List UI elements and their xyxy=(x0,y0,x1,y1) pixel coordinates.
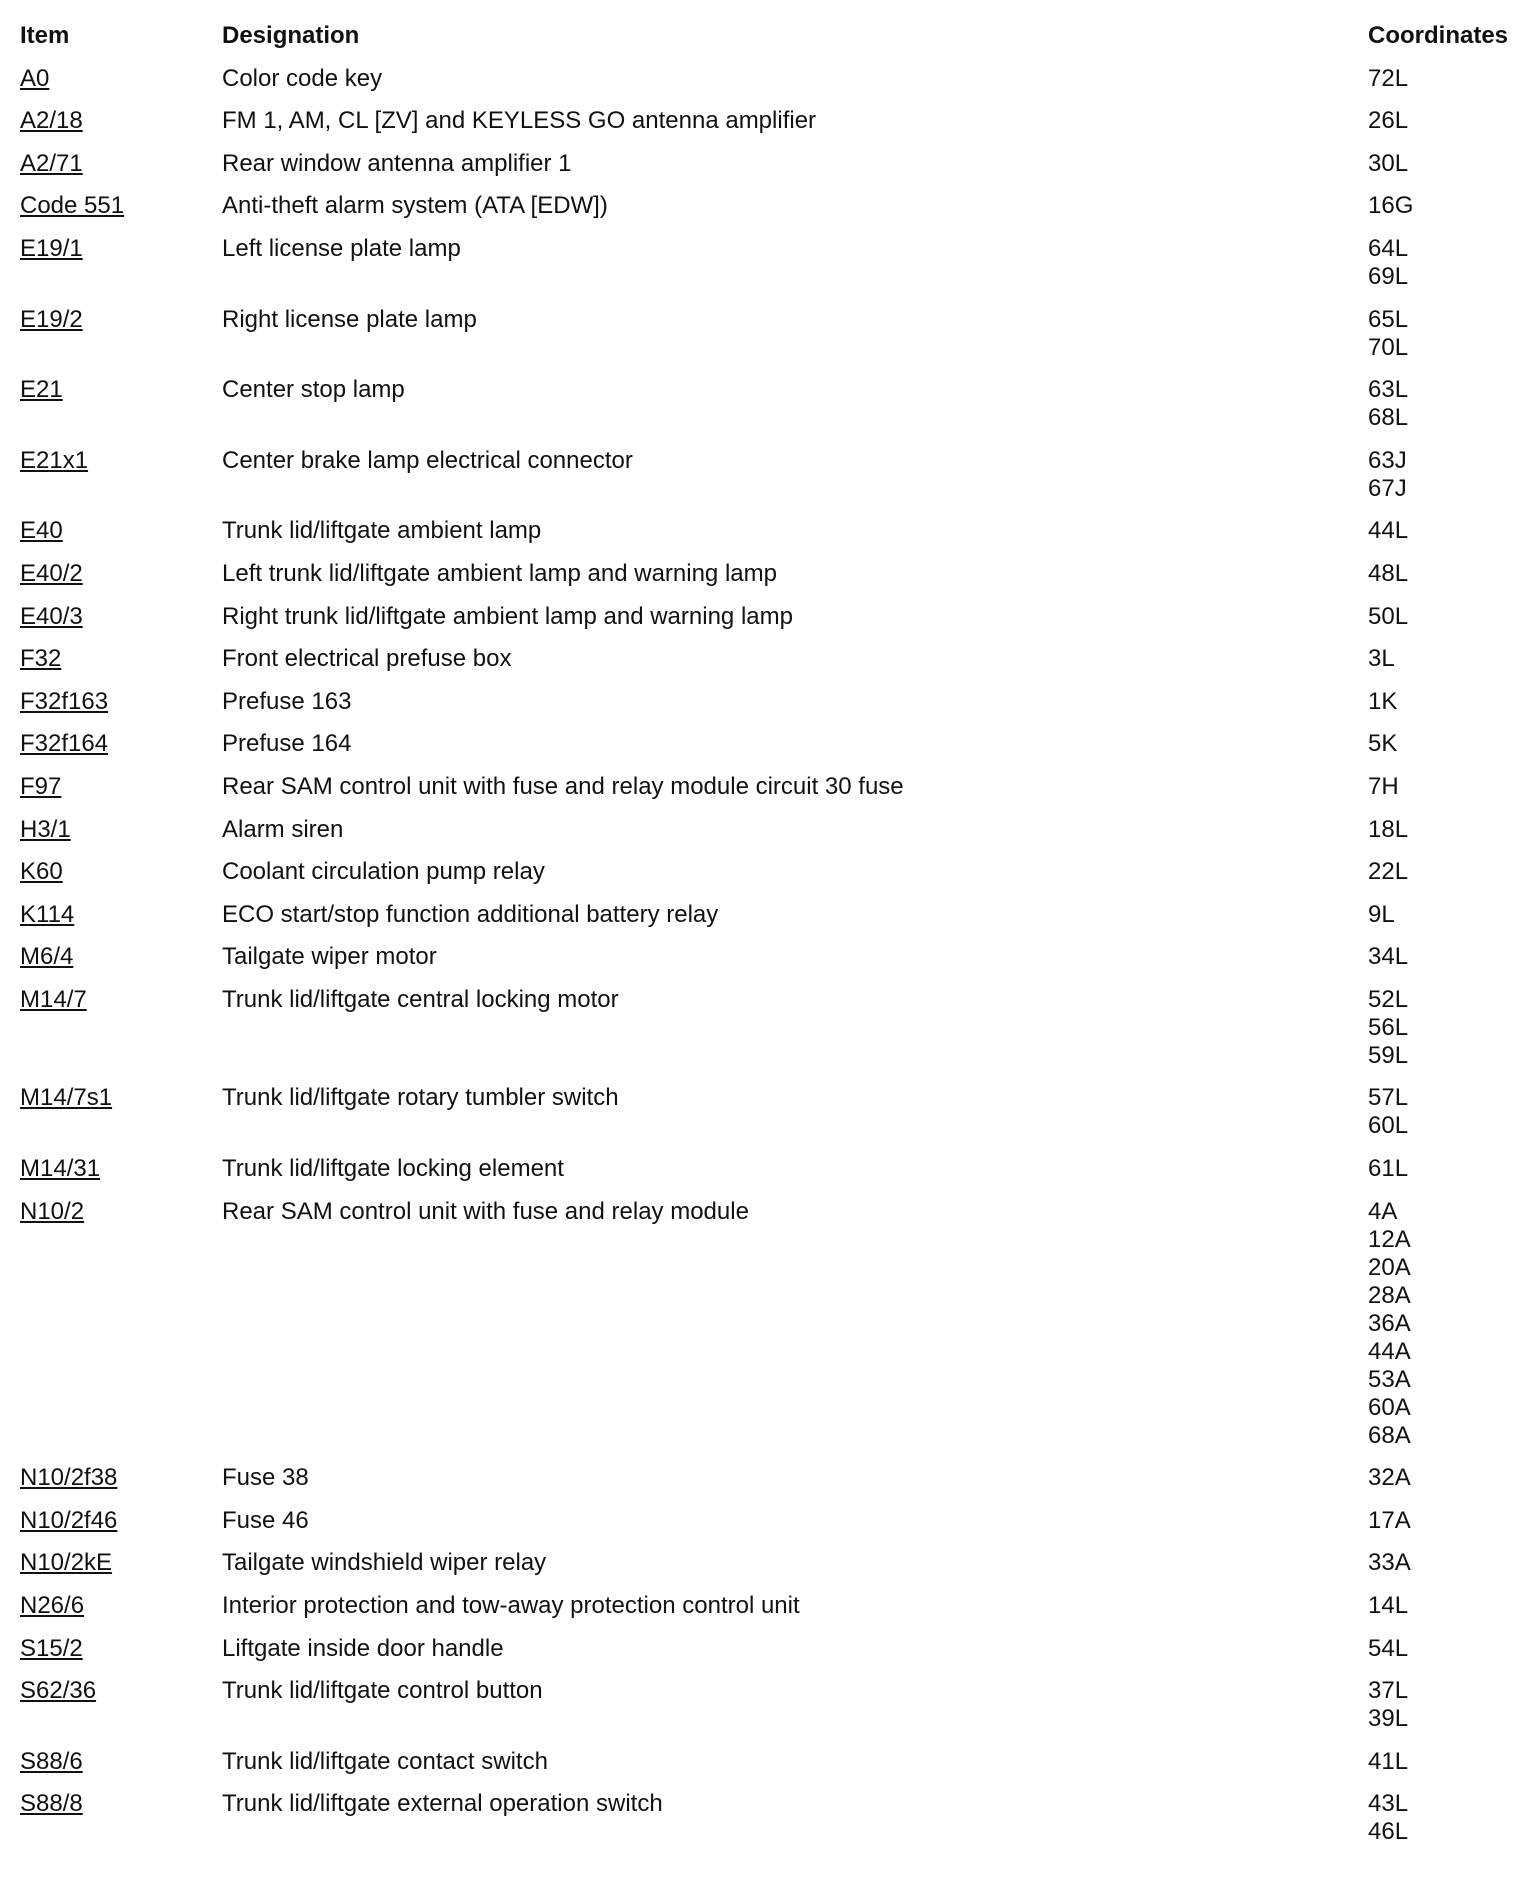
coordinate-value: 48L xyxy=(1368,559,1409,587)
coordinate-value: 72L xyxy=(1368,64,1409,92)
coordinate-value: 16G xyxy=(1368,192,1414,220)
coordinate-value: 30L xyxy=(1368,149,1409,177)
column-header-item: Item xyxy=(20,22,70,49)
item-cell xyxy=(20,1677,222,1705)
coordinate-value: 43L xyxy=(1368,1790,1409,1818)
coordinates-cell xyxy=(1368,603,1520,631)
table-row xyxy=(20,192,1520,220)
table-row xyxy=(20,560,1520,588)
table-row xyxy=(20,1084,1520,1140)
coordinates-cell xyxy=(1368,858,1520,886)
coordinates-cell xyxy=(1368,1635,1520,1663)
coordinate-value: 68A xyxy=(1368,1421,1411,1449)
item-cell xyxy=(20,150,222,178)
table-row xyxy=(20,235,1520,291)
designation-cell: Front electrical prefuse box xyxy=(222,645,512,673)
item-link[interactable]: F97 xyxy=(20,772,62,800)
designation-cell: Trunk lid/liftgate ambient lamp xyxy=(222,517,542,545)
coordinates-cell xyxy=(1368,645,1520,673)
table-row xyxy=(20,773,1520,801)
coordinate-value: 63J xyxy=(1368,446,1407,474)
designation-cell: Coolant circulation pump relay xyxy=(222,858,545,886)
coordinate-value: 44A xyxy=(1368,1337,1411,1365)
table-row xyxy=(20,645,1520,673)
coordinates-cell xyxy=(1368,986,1520,1070)
item-link[interactable]: E40/2 xyxy=(20,559,83,587)
designation-cell: FM 1, AM, CL [ZV] and KEYLESS GO antenna amplifier xyxy=(222,107,817,135)
coordinates-cell xyxy=(1368,376,1520,432)
item-link[interactable]: E19/2 xyxy=(20,305,83,333)
coordinate-value: 56L xyxy=(1368,1013,1409,1041)
item-cell xyxy=(20,986,222,1014)
item-cell xyxy=(20,1790,222,1818)
item-cell xyxy=(20,645,222,673)
coordinate-value: 41L xyxy=(1368,1747,1409,1775)
coordinate-value: 34L xyxy=(1368,943,1409,971)
coordinates-cell xyxy=(1368,1748,1520,1776)
table-row xyxy=(20,943,1520,971)
item-link[interactable]: M14/7s1 xyxy=(20,1084,113,1112)
table-row xyxy=(20,1635,1520,1663)
table-row xyxy=(20,65,1520,93)
item-link[interactable]: S62/36 xyxy=(20,1677,97,1705)
coordinates-cell xyxy=(1368,65,1520,93)
item-link[interactable]: M14/31 xyxy=(20,1155,101,1183)
item-cell xyxy=(20,235,222,263)
table-row xyxy=(20,901,1520,929)
coordinate-value: 36A xyxy=(1368,1309,1411,1337)
table-row xyxy=(20,517,1520,545)
coordinates-cell xyxy=(1368,447,1520,503)
designation-cell: Trunk lid/liftgate rotary tumbler switch xyxy=(222,1084,619,1112)
coordinates-cell xyxy=(1368,1155,1520,1183)
item-cell xyxy=(20,816,222,844)
item-cell xyxy=(20,306,222,334)
item-link[interactable]: E40 xyxy=(20,517,63,545)
coordinates-cell xyxy=(1368,730,1520,758)
coordinate-value: 28A xyxy=(1368,1281,1411,1309)
item-link[interactable]: M6/4 xyxy=(20,943,74,971)
item-cell xyxy=(20,1549,222,1577)
table-row xyxy=(20,858,1520,886)
table-row xyxy=(20,1507,1520,1535)
coordinate-value: 60A xyxy=(1368,1393,1411,1421)
designation-cell: Left license plate lamp xyxy=(222,234,461,262)
item-link[interactable]: N10/2f46 xyxy=(20,1506,118,1534)
coordinate-value: 63L xyxy=(1368,376,1409,404)
designation-cell: Prefuse 164 xyxy=(222,730,352,758)
coordinate-value: 37L xyxy=(1368,1677,1409,1705)
item-link[interactable]: N10/2 xyxy=(20,1197,85,1225)
designation-cell: Right trunk lid/liftgate ambient lamp and warning lamp xyxy=(222,602,793,630)
item-link[interactable]: A2/71 xyxy=(20,149,83,177)
column-header-designation: Designation xyxy=(222,22,360,49)
coordinates-cell xyxy=(1368,517,1520,545)
designation-cell: Alarm siren xyxy=(222,815,344,843)
component-legend-table xyxy=(20,22,1520,1861)
designation-cell: Left trunk lid/liftgate ambient lamp and warning lamp xyxy=(222,559,777,587)
coordinate-value: 4A xyxy=(1368,1197,1398,1225)
designation-cell: Center stop lamp xyxy=(222,376,405,404)
table-row xyxy=(20,986,1520,1070)
item-link[interactable]: N10/2f38 xyxy=(20,1464,118,1492)
designation-cell: Trunk lid/liftgate locking element xyxy=(222,1155,564,1183)
item-cell xyxy=(20,1635,222,1663)
table-row xyxy=(20,376,1520,432)
table-row xyxy=(20,730,1520,758)
item-link[interactable]: F32f164 xyxy=(20,730,109,758)
coordinate-value: 59L xyxy=(1368,1041,1409,1069)
table-row xyxy=(20,306,1520,362)
item-link[interactable]: S88/8 xyxy=(20,1790,83,1818)
table-row xyxy=(20,1677,1520,1733)
item-link[interactable]: N26/6 xyxy=(20,1592,85,1620)
table-body xyxy=(20,65,1520,1847)
coordinates-cell xyxy=(1368,150,1520,178)
coordinate-value: 68L xyxy=(1368,404,1409,432)
table-row xyxy=(20,1464,1520,1492)
item-cell xyxy=(20,688,222,716)
coordinates-cell xyxy=(1368,1507,1520,1535)
designation-cell: Fuse 38 xyxy=(222,1464,309,1492)
table-row xyxy=(20,1155,1520,1183)
coordinate-value: 69L xyxy=(1368,262,1409,290)
table-row xyxy=(20,1748,1520,1776)
designation-cell: Anti-theft alarm system (ATA [EDW]) xyxy=(222,192,608,220)
coordinate-value: 64L xyxy=(1368,234,1409,262)
item-link[interactable]: A2/18 xyxy=(20,107,83,135)
item-link[interactable]: F32 xyxy=(20,645,62,673)
designation-cell: Interior protection and tow-away protection control unit xyxy=(222,1592,800,1620)
coordinates-cell xyxy=(1368,1790,1520,1846)
column-header-coordinates: Coordinates xyxy=(1368,22,1509,49)
coordinate-value: 65L xyxy=(1368,305,1409,333)
table-row xyxy=(20,1592,1520,1620)
item-cell xyxy=(20,858,222,886)
designation-cell: ECO start/stop function additional battery relay xyxy=(222,900,719,928)
item-link[interactable]: E19/1 xyxy=(20,234,83,262)
item-link[interactable]: K114 xyxy=(20,900,75,928)
coordinate-value: 1K xyxy=(1368,687,1398,715)
item-link[interactable]: E21 xyxy=(20,376,63,404)
coordinate-value: 3L xyxy=(1368,645,1395,673)
item-link[interactable]: A0 xyxy=(20,64,50,92)
table-row xyxy=(20,447,1520,503)
designation-cell: Prefuse 163 xyxy=(222,687,352,715)
item-link[interactable]: F32f163 xyxy=(20,687,109,715)
table-row xyxy=(20,1790,1520,1846)
item-link[interactable]: S88/6 xyxy=(20,1747,83,1775)
item-cell xyxy=(20,943,222,971)
item-cell xyxy=(20,901,222,929)
item-cell xyxy=(20,1155,222,1183)
coordinates-cell xyxy=(1368,107,1520,135)
coordinate-value: 26L xyxy=(1368,107,1409,135)
table-row xyxy=(20,150,1520,178)
coordinates-cell xyxy=(1368,1084,1520,1140)
item-cell xyxy=(20,1464,222,1492)
coordinate-value: 46L xyxy=(1368,1818,1409,1846)
item-cell xyxy=(20,1507,222,1535)
item-link[interactable]: E40/3 xyxy=(20,602,83,630)
designation-cell: Tailgate wiper motor xyxy=(222,943,437,971)
table-row xyxy=(20,816,1520,844)
table-row xyxy=(20,603,1520,631)
coordinate-value: 20A xyxy=(1368,1253,1411,1281)
item-cell xyxy=(20,773,222,801)
item-cell xyxy=(20,65,222,93)
coordinate-value: 22L xyxy=(1368,858,1409,886)
coordinate-value: 7H xyxy=(1368,772,1399,800)
coordinate-value: 39L xyxy=(1368,1705,1409,1733)
designation-cell: Trunk lid/liftgate external operation switch xyxy=(222,1790,663,1818)
coordinate-value: 17A xyxy=(1368,1506,1411,1534)
coordinates-cell xyxy=(1368,306,1520,362)
coordinate-value: 14L xyxy=(1368,1592,1409,1620)
coordinate-value: 60L xyxy=(1368,1112,1409,1140)
coordinates-cell xyxy=(1368,1549,1520,1577)
designation-cell: Trunk lid/liftgate control button xyxy=(222,1677,543,1705)
item-link[interactable]: M14/7 xyxy=(20,985,87,1013)
coordinates-cell xyxy=(1368,901,1520,929)
coordinate-value: 50L xyxy=(1368,602,1409,630)
item-cell xyxy=(20,1198,222,1226)
designation-cell: Tailgate windshield wiper relay xyxy=(222,1549,547,1577)
item-link[interactable]: S15/2 xyxy=(20,1634,83,1662)
coordinate-value: 18L xyxy=(1368,815,1409,843)
table-row xyxy=(20,1549,1520,1577)
item-cell xyxy=(20,730,222,758)
coordinate-value: 12A xyxy=(1368,1225,1411,1253)
item-cell xyxy=(20,560,222,588)
item-cell xyxy=(20,376,222,404)
coordinate-value: 61L xyxy=(1368,1155,1409,1183)
coordinate-value: 5K xyxy=(1368,730,1398,758)
item-link[interactable]: H3/1 xyxy=(20,815,71,843)
item-cell xyxy=(20,192,222,220)
item-cell xyxy=(20,107,222,135)
item-cell xyxy=(20,447,222,475)
coordinate-value: 44L xyxy=(1368,517,1409,545)
designation-cell: Rear SAM control unit with fuse and relay module circuit 30 fuse xyxy=(222,772,904,800)
item-cell xyxy=(20,1748,222,1776)
coordinates-cell xyxy=(1368,1198,1520,1450)
item-link[interactable]: N10/2kE xyxy=(20,1549,113,1577)
coordinate-value: 9L xyxy=(1368,900,1395,928)
coordinates-cell xyxy=(1368,1677,1520,1733)
coordinates-cell xyxy=(1368,192,1520,220)
coordinate-value: 32A xyxy=(1368,1464,1411,1492)
item-link[interactable]: K60 xyxy=(20,858,63,886)
item-cell xyxy=(20,1084,222,1112)
coordinates-cell xyxy=(1368,1464,1520,1492)
coordinate-value: 57L xyxy=(1368,1084,1409,1112)
designation-cell: Fuse 46 xyxy=(222,1506,309,1534)
coordinate-value: 67J xyxy=(1368,474,1407,502)
designation-cell: Liftgate inside door handle xyxy=(222,1634,504,1662)
designation-cell: Color code key xyxy=(222,64,383,92)
table-header-row xyxy=(20,22,1520,50)
item-cell xyxy=(20,603,222,631)
designation-cell: Rear window antenna amplifier 1 xyxy=(222,149,572,177)
coordinate-value: 54L xyxy=(1368,1634,1409,1662)
coordinates-cell xyxy=(1368,773,1520,801)
item-cell xyxy=(20,517,222,545)
coordinate-value: 53A xyxy=(1368,1365,1411,1393)
table-row xyxy=(20,688,1520,716)
coordinates-cell xyxy=(1368,1592,1520,1620)
table-row xyxy=(20,1198,1520,1450)
coordinates-cell xyxy=(1368,235,1520,291)
coordinates-cell xyxy=(1368,943,1520,971)
coordinate-value: 52L xyxy=(1368,985,1409,1013)
table-row xyxy=(20,107,1520,135)
coordinate-value: 70L xyxy=(1368,333,1409,361)
item-cell xyxy=(20,1592,222,1620)
coordinates-cell xyxy=(1368,560,1520,588)
designation-cell: Center brake lamp electrical connector xyxy=(222,446,633,474)
coordinates-cell xyxy=(1368,816,1520,844)
coordinate-value: 33A xyxy=(1368,1549,1411,1577)
designation-cell: Trunk lid/liftgate central locking motor xyxy=(222,985,619,1013)
designation-cell: Right license plate lamp xyxy=(222,305,477,333)
coordinates-cell xyxy=(1368,688,1520,716)
item-link[interactable]: Code 551 xyxy=(20,192,125,220)
designation-cell: Trunk lid/liftgate contact switch xyxy=(222,1747,548,1775)
designation-cell: Rear SAM control unit with fuse and relay module xyxy=(222,1197,749,1225)
item-link[interactable]: E21x1 xyxy=(20,446,89,474)
